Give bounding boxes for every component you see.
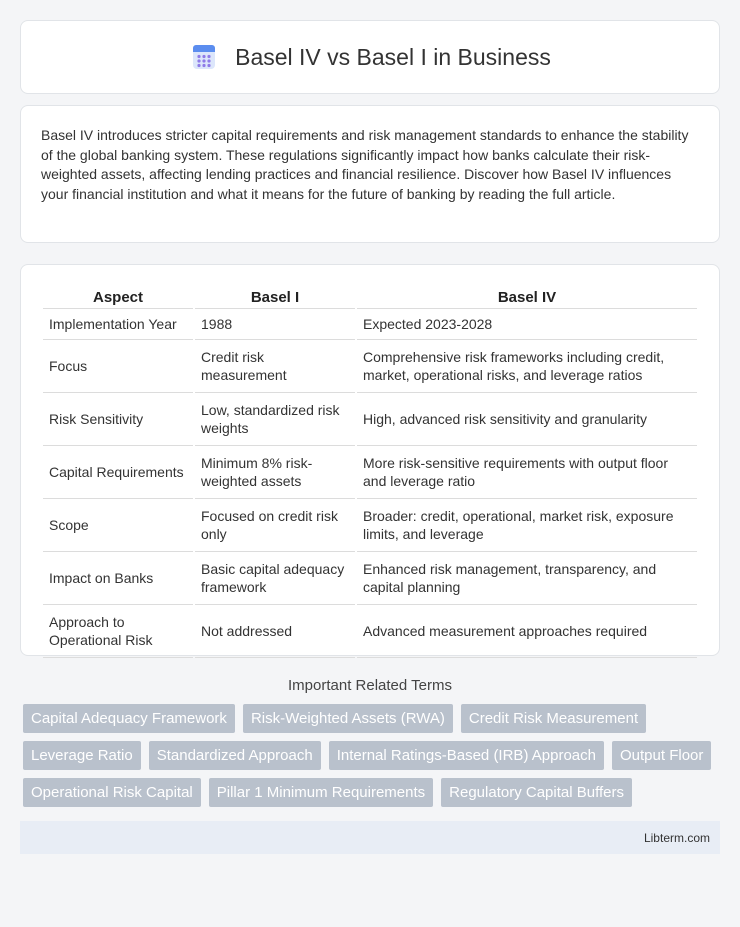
table-row (43, 499, 697, 552)
table-header-row (43, 285, 697, 309)
table-cell: Capital Requirements (43, 446, 193, 499)
page-header (20, 20, 720, 94)
table-cell: Risk Sensitivity (43, 393, 193, 446)
related-term-tag[interactable]: Pillar 1 Minimum Requirements (209, 778, 433, 807)
comparison-card (20, 264, 720, 656)
table-cell: 1988 (195, 309, 355, 340)
related-term-tag[interactable]: Internal Ratings-Based (IRB) Approach (329, 741, 604, 770)
related-term-tag[interactable]: Capital Adequacy Framework (23, 704, 235, 733)
table-cell: Minimum 8% risk-weighted assets (195, 446, 355, 499)
page-footer (20, 821, 720, 854)
related-term-tag[interactable]: Credit Risk Measurement (461, 704, 646, 733)
table-cell: Not addressed (195, 605, 355, 658)
related-term-tag[interactable]: Risk-Weighted Assets (RWA) (243, 704, 453, 733)
table-cell: Low, standardized risk weights (195, 393, 355, 446)
related-term-tag[interactable]: Standardized Approach (149, 741, 321, 770)
table-cell: Enhanced risk management, transparency, and capital planning (357, 552, 697, 605)
column-header-aspect: Aspect (43, 285, 193, 309)
table-cell: Impact on Banks (43, 552, 193, 605)
table-cell: Basic capital adequacy framework (195, 552, 355, 605)
table-row (43, 446, 697, 499)
table-cell: Focus (43, 340, 193, 393)
table-cell: Credit risk measurement (195, 340, 355, 393)
table-cell: Comprehensive risk frameworks including credit, market, operational risks, and leverage ratios (357, 340, 697, 393)
intro-card (20, 105, 720, 243)
related-term-tag[interactable]: Leverage Ratio (23, 741, 141, 770)
table-cell: Broader: credit, operational, market risk, exposure limits, and leverage (357, 499, 697, 552)
table-row (43, 309, 697, 340)
footer-site-link[interactable]: Libterm.com (643, 830, 710, 845)
related-terms-title: Important Related Terms (288, 677, 452, 694)
table-cell: Advanced measurement approaches required (357, 605, 697, 658)
comparison-table (41, 285, 699, 658)
table-row (43, 340, 697, 393)
related-term-tag[interactable]: Operational Risk Capital (23, 778, 201, 807)
calculator-icon (189, 42, 219, 72)
page-title: Basel IV vs Basel I in Business (235, 43, 551, 70)
table-cell: Approach to Operational Risk (43, 605, 193, 658)
table-cell: High, advanced risk sensitivity and granularity (357, 393, 697, 446)
table-cell: More risk-sensitive requirements with output floor and leverage ratio (357, 446, 697, 499)
table-cell: Focused on credit risk only (195, 499, 355, 552)
table-cell: Implementation Year (43, 309, 193, 340)
intro-text: Basel IV introduces stricter capital requirements and risk management standards to enhance the stability of the global banking system. These regulations significantly impact how banks calculate their risk-weighted assets, affecting lending practices and financial resilience. Discover how Basel IV influences your financial institution and what it means for the future of banking by reading the full article. (41, 127, 689, 202)
related-term-tag[interactable]: Regulatory Capital Buffers (441, 778, 632, 807)
table-row (43, 393, 697, 446)
table-row (43, 605, 697, 658)
table-row (43, 552, 697, 605)
related-terms-list (20, 704, 720, 807)
table-cell: Scope (43, 499, 193, 552)
column-header-basel-iv: Basel IV (357, 285, 697, 309)
column-header-basel-i: Basel I (195, 285, 355, 309)
related-term-tag[interactable]: Output Floor (612, 741, 711, 770)
table-cell: Expected 2023-2028 (357, 309, 697, 340)
